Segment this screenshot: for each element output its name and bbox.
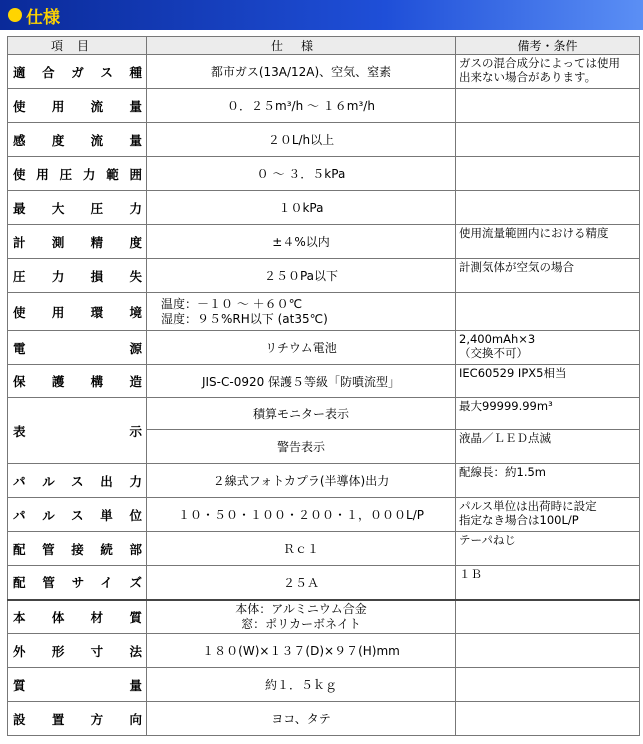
- row-note: [456, 702, 640, 736]
- row-note: [456, 123, 640, 157]
- row-note: [456, 191, 640, 225]
- table-row: [8, 123, 640, 157]
- row-spec: ２線式フォトカプラ(半導体)出力: [147, 464, 456, 498]
- row-item: パルス出力: [8, 464, 147, 498]
- row-item: パルス単位: [8, 498, 147, 532]
- row-spec: ヨコ、タテ: [147, 702, 456, 736]
- table-row: [8, 498, 640, 532]
- table-row: [8, 55, 640, 89]
- table-row: [8, 634, 640, 668]
- row-item: 配管接続部: [8, 532, 147, 566]
- row-note: テーパねじ: [456, 532, 640, 566]
- row-item: 電源: [8, 331, 147, 365]
- row-item: 外形寸法: [8, 634, 147, 668]
- table-row: [8, 702, 640, 736]
- row-item: 感度流量: [8, 123, 147, 157]
- row-item: 表示: [8, 398, 147, 464]
- row-note: [456, 600, 640, 634]
- row-note: 使用流量範囲内における精度: [456, 225, 640, 259]
- table-row: [8, 293, 640, 331]
- row-note: 最大99999.99m³: [456, 398, 640, 430]
- row-spec: ２５０Pa以下: [147, 259, 456, 293]
- table-row: [8, 331, 640, 365]
- spec-table: [7, 36, 640, 736]
- table-row: [8, 398, 640, 430]
- row-item: 配管サイズ: [8, 566, 147, 600]
- bullet-icon: [8, 8, 22, 22]
- row-spec: JIS-C-0920 保護５等級「防噴流型」: [147, 365, 456, 398]
- row-note: [456, 293, 640, 331]
- row-item: 使用環境: [8, 293, 147, 331]
- row-spec: ２０L/h以上: [147, 123, 456, 157]
- table-row: [8, 365, 640, 398]
- row-item: 質量: [8, 668, 147, 702]
- row-spec: 都市ガス(13A/12A)、空気、窒素: [147, 55, 456, 89]
- row-item: 使用圧力範囲: [8, 157, 147, 191]
- row-spec: リチウム電池: [147, 331, 456, 365]
- table-row: [8, 259, 640, 293]
- row-spec: ０．２５m³/h ～ １６m³/h: [147, 89, 456, 123]
- table-row: [8, 157, 640, 191]
- row-spec: 温度：－１０ ～ ＋６０℃ 湿度：９５%RH以下 (at35℃): [147, 293, 456, 331]
- row-item: 保護構造: [8, 365, 147, 398]
- row-spec: 積算モニター表示: [147, 398, 456, 430]
- column-header-note: 備考・条件: [456, 37, 640, 55]
- table-row: [8, 464, 640, 498]
- table-row: [8, 225, 640, 259]
- section-header: [0, 0, 643, 30]
- table-row: [8, 600, 640, 634]
- table-header-row: [8, 37, 640, 55]
- table-row: [8, 89, 640, 123]
- row-note: 計測気体が空気の場合: [456, 259, 640, 293]
- row-item: 計測精度: [8, 225, 147, 259]
- row-item: 適合ガス種: [8, 55, 147, 89]
- row-note: [456, 157, 640, 191]
- row-item: 圧力損失: [8, 259, 147, 293]
- row-spec: １８０(W)×１３７(D)×９７(H)mm: [147, 634, 456, 668]
- row-spec: 本体：アルミニウム合金 窓：ポリカーボネイト: [147, 600, 456, 634]
- table-row: [8, 668, 640, 702]
- column-header-spec: 仕様: [147, 37, 456, 55]
- row-item: 使用流量: [8, 89, 147, 123]
- row-item: 最大圧力: [8, 191, 147, 225]
- row-item: 本体材質: [8, 600, 147, 634]
- table-row: [8, 532, 640, 566]
- row-spec: ±４%以内: [147, 225, 456, 259]
- row-note: [456, 89, 640, 123]
- row-spec: １０kPa: [147, 191, 456, 225]
- row-note: [456, 634, 640, 668]
- row-note: IEC60529 IPX5相当: [456, 365, 640, 398]
- table-row: [8, 191, 640, 225]
- column-header-item: 項目: [8, 37, 147, 55]
- row-item: 設置方向: [8, 702, 147, 736]
- row-note: １Ｂ: [456, 566, 640, 600]
- row-note: 液晶／ＬＥＤ点滅: [456, 430, 640, 464]
- row-note: 配線長：約1.5m: [456, 464, 640, 498]
- section-title: 仕様: [26, 7, 60, 28]
- row-note: [456, 668, 640, 702]
- row-spec: １０・５０・１００・２００・１，０００L/P: [147, 498, 456, 532]
- row-note: パルス単位は出荷時に設定 指定なき場合は100L/P: [456, 498, 640, 532]
- row-spec: ０ ～ ３．５kPa: [147, 157, 456, 191]
- row-note: ガスの混合成分によっては使用 出来ない場合があります。: [456, 55, 640, 89]
- table-row: [8, 566, 640, 600]
- row-spec: Ｒｃ１: [147, 532, 456, 566]
- row-spec: ２５Ａ: [147, 566, 456, 600]
- row-note: 2,400mAh×3 （交換不可）: [456, 331, 640, 365]
- row-spec: 警告表示: [147, 430, 456, 464]
- row-spec: 約１．５ｋｇ: [147, 668, 456, 702]
